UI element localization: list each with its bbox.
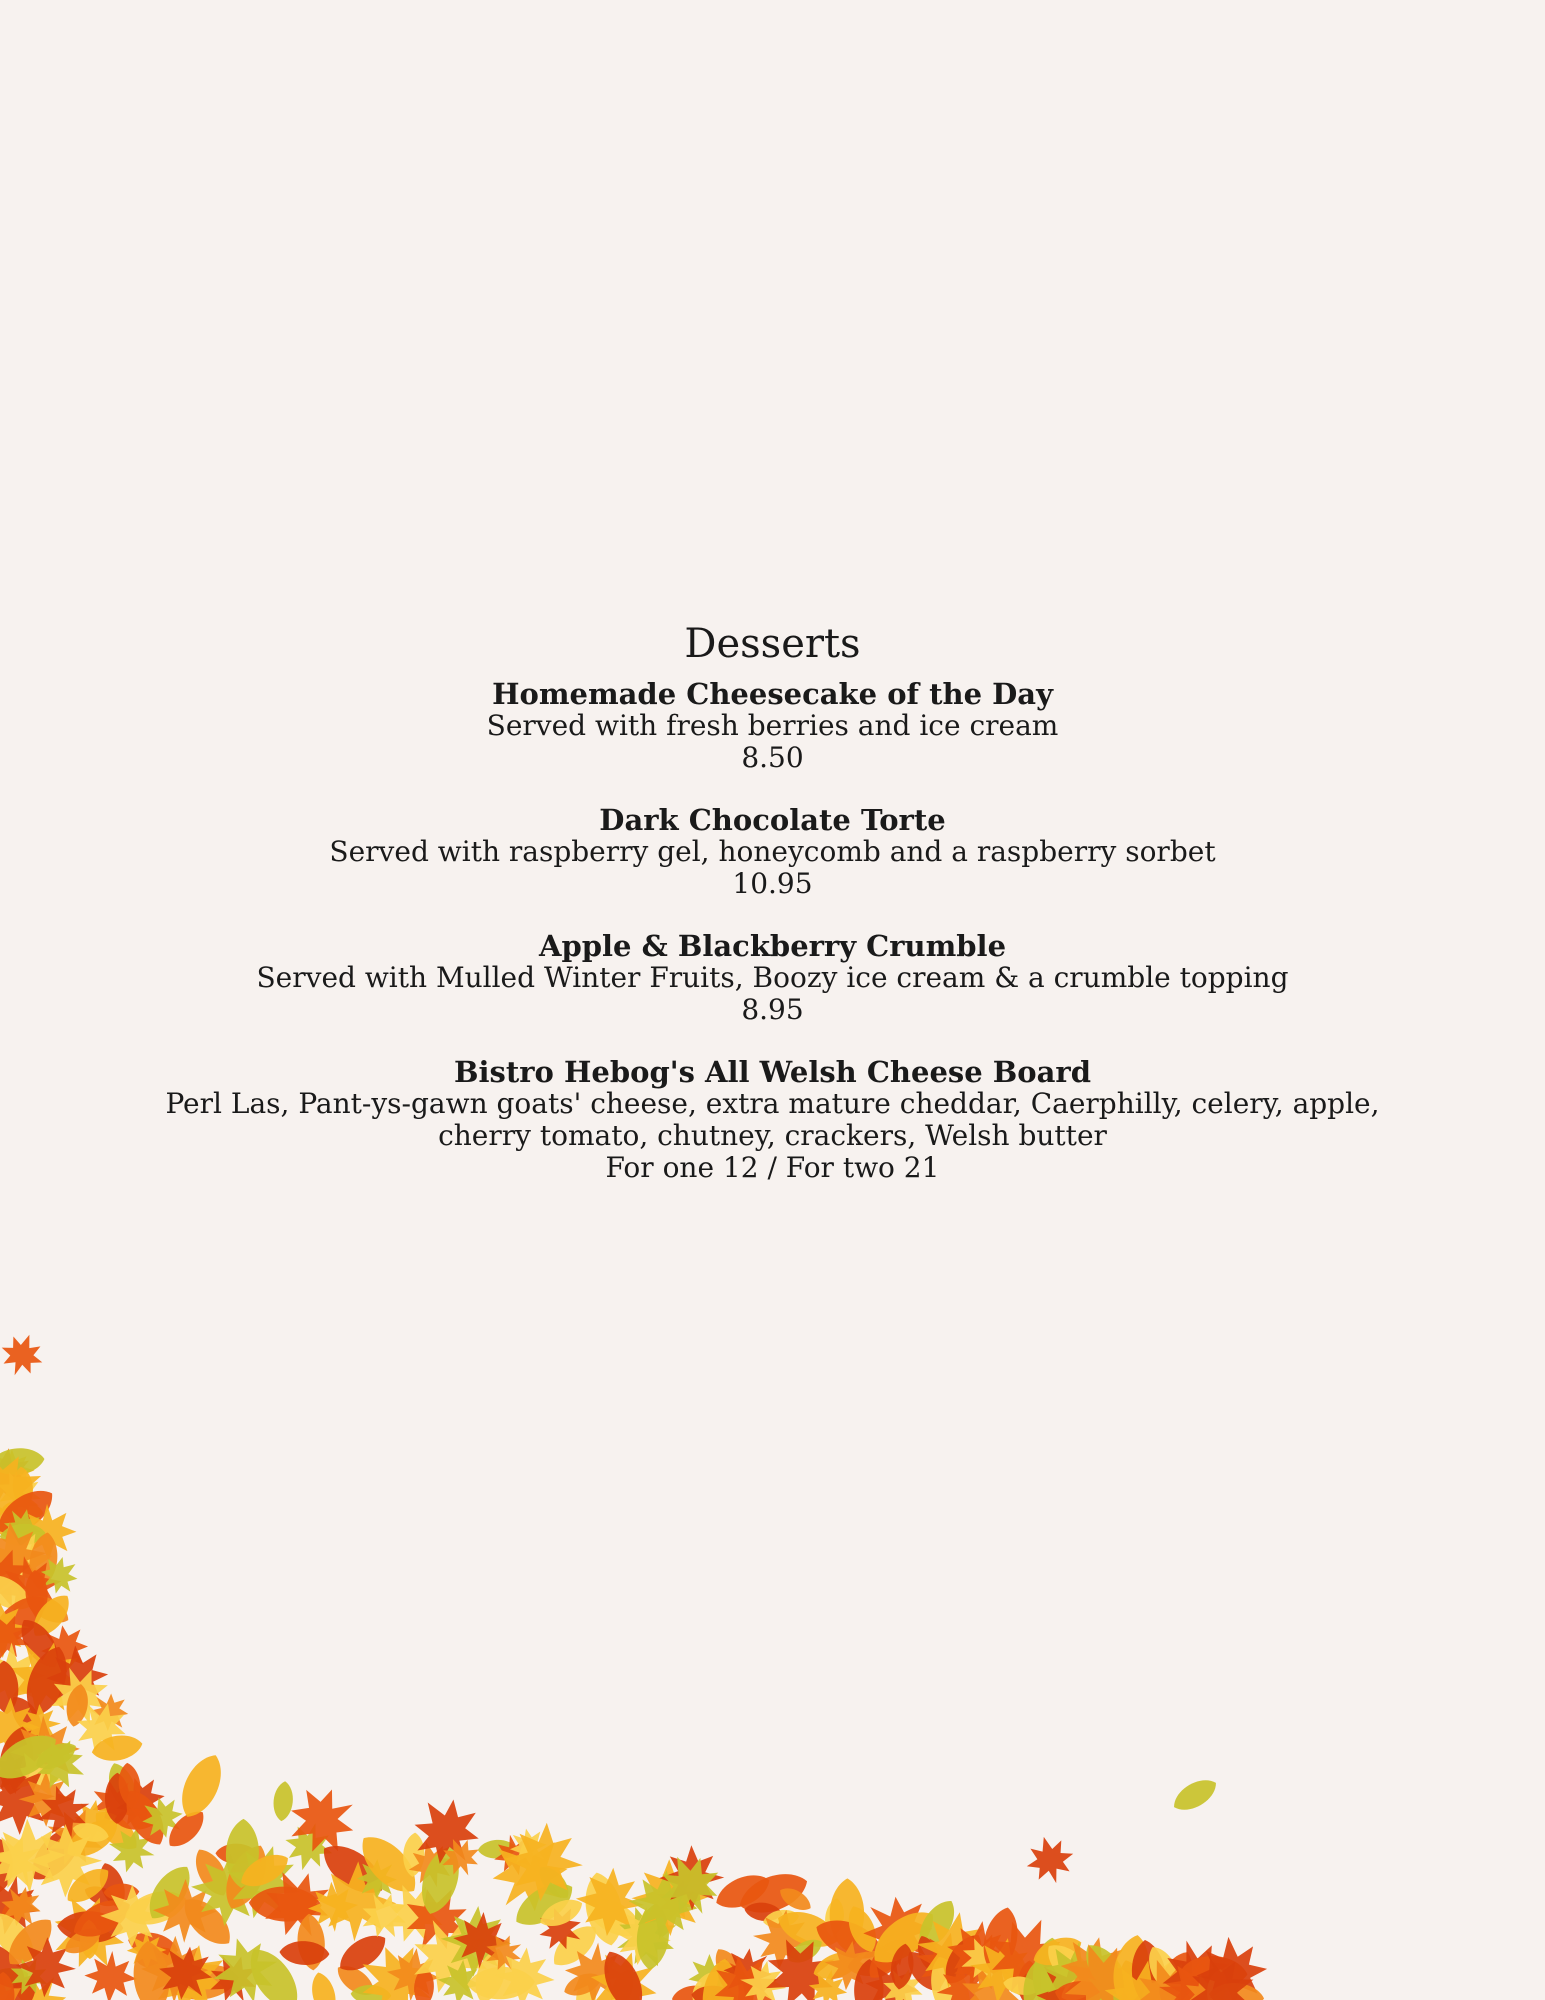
leaf-icon: [699, 1957, 742, 2000]
leaf-icon: [1021, 1831, 1080, 1890]
leaf-icon: [829, 1878, 865, 1951]
leaf-icon: [451, 1910, 511, 1970]
dessert-menu: [0, 620, 1545, 1214]
leaf-icon: [948, 1949, 1035, 2000]
leaf-icon: [32, 1737, 81, 1776]
leaf-icon: [435, 1957, 486, 2000]
item-price: 10.95: [732, 867, 813, 900]
leaf-icon: [579, 1869, 628, 1949]
leaf-icon: [352, 1883, 417, 1948]
leaf-icon: [0, 1536, 42, 1618]
leaf-icon: [677, 1942, 747, 2000]
leaf-icon: [975, 1905, 1078, 2000]
leaf-icon: [1044, 1921, 1145, 2000]
leaf-icon: [251, 1858, 344, 1951]
leaf-icon: [0, 1449, 35, 1494]
leaf-icon: [162, 1804, 211, 1853]
leaf-icon: [0, 1519, 60, 1608]
item-name: Bistro Hebog's All Welsh Cheese Board: [454, 1055, 1091, 1089]
leaf-icon: [561, 1968, 605, 2000]
leaf-icon: [81, 1684, 137, 1740]
leaf-icon: [88, 1804, 145, 1858]
leaf-icon: [1153, 1931, 1239, 2000]
leaf-icon: [1002, 1974, 1042, 1998]
leaf-icon: [165, 1960, 241, 2000]
leaf-icon: [1160, 1955, 1227, 2000]
leaf-icon: [649, 1844, 731, 1926]
leaf-icon: [26, 1730, 94, 1798]
leaf-icon: [0, 1724, 39, 1798]
leaf-icon: [402, 1832, 426, 1878]
leaf-icon: [41, 1657, 118, 1734]
leaf-icon: [351, 1826, 427, 1903]
leaf-icon: [0, 1550, 68, 1625]
leaf-icon: [1180, 1954, 1248, 1990]
leaf-icon: [399, 1784, 495, 1880]
leaf-icon: [396, 1902, 505, 2000]
leaf-icon: [0, 1932, 34, 1999]
leaf-icon: [26, 1530, 62, 1591]
leaf-icon: [699, 1940, 794, 2000]
leaf-icon: [1115, 1957, 1149, 2000]
leaf-icon: [734, 1865, 813, 1921]
leaf-icon: [217, 1836, 309, 1928]
leaf-icon: [941, 1923, 1021, 2000]
leaf-icon: [910, 1927, 980, 1997]
leaf-icon: [752, 1925, 849, 2000]
leaf-icon: [37, 1880, 141, 1984]
leaf-icon: [19, 1703, 62, 1746]
leaf-icon: [686, 1966, 724, 2000]
leaf-icon: [575, 1936, 673, 2000]
leaf-icon: [937, 1928, 990, 1991]
leaf-icon: [0, 1463, 48, 1521]
menu-item: [0, 678, 1545, 774]
leaf-icon: [467, 1966, 536, 2000]
leaf-icon: [942, 1916, 1013, 1987]
leaf-icon: [225, 1818, 260, 1888]
leaf-icon: [762, 1907, 801, 1930]
leaf-icon: [0, 1759, 57, 1836]
leaf-icon: [103, 1821, 160, 1878]
item-price: 8.95: [741, 993, 804, 1026]
leaf-icon: [1178, 1947, 1265, 2000]
leaf-icon: [114, 1807, 160, 1830]
leaf-icon: [392, 1874, 482, 1964]
leaf-icon: [573, 1976, 598, 2000]
leaf-icon: [1204, 1967, 1230, 2000]
leaf-icon: [873, 1959, 932, 2000]
leaf-icon: [1108, 1932, 1154, 2000]
leaf-icon: [200, 1945, 267, 2000]
leaf-icon: [0, 1446, 46, 1477]
leaf-icon: [373, 1873, 456, 1956]
leaf-icon: [0, 1439, 56, 1543]
leaf-icon: [248, 1885, 322, 1923]
leaf-icon: [384, 1945, 443, 2000]
leaf-icon: [1, 1498, 45, 1523]
leaf-icon: [18, 1503, 77, 1562]
leaf-icon: [784, 1934, 826, 1968]
leaf-icon: [346, 1930, 448, 2000]
leaf-icon: [0, 1522, 46, 1548]
leaf-icon: [1052, 1931, 1152, 2000]
leaf-icon: [773, 1904, 844, 1955]
leaf-icon: [314, 1859, 398, 1943]
leaf-icon: [18, 1641, 76, 1722]
leaf-icon: [0, 1519, 49, 1592]
leaf-icon: [1128, 1938, 1169, 2000]
leaf-icon: [308, 1970, 341, 2000]
leaf-icon: [492, 1945, 557, 2000]
leaf-icon: [435, 1831, 487, 1883]
leaf-icon: [205, 1930, 286, 2000]
leaf-icon: [103, 1883, 139, 1901]
leaf-icon: [126, 1928, 181, 1963]
leaf-icon: [130, 1939, 173, 2000]
item-description: Served with Mulled Winter Fruits, Boozy ice cream & a crumble topping: [256, 961, 1289, 994]
leaf-icon: [0, 1823, 54, 1900]
leaf-icon: [81, 1770, 150, 1839]
leaf-icon: [188, 1844, 235, 1902]
leaf-icon: [608, 1903, 675, 1970]
leaf-icon: [146, 1933, 225, 2000]
leaf-icon: [0, 1905, 43, 1970]
leaf-icon: [743, 1901, 783, 1924]
leaf-icon: [216, 1839, 275, 1916]
leaf-icon: [314, 1835, 392, 1905]
leaf-icon: [0, 1975, 34, 2000]
item-name: Apple & Blackberry Crumble: [538, 929, 1007, 963]
leaf-icon: [1071, 1952, 1158, 2000]
leaf-icon: [117, 1784, 173, 1852]
leaf-icon: [469, 1945, 512, 2000]
leaf-icon: [350, 1984, 392, 2000]
leaf-icon: [1035, 1936, 1112, 2000]
leaf-icon: [810, 1911, 887, 1967]
leaf-icon: [11, 1466, 35, 1510]
leaf-icon: [1117, 1948, 1191, 2000]
leaf-icon: [138, 1928, 242, 2000]
leaf-icon: [1150, 1950, 1242, 2000]
leaf-icon: [736, 1957, 790, 2000]
leaf-icon: [306, 1880, 360, 1934]
leaf-icon: [805, 1966, 851, 2000]
leaf-icon: [71, 1820, 111, 1846]
leaf-icon: [279, 1817, 339, 1877]
item-name: Homemade Cheesecake of the Day: [492, 677, 1053, 711]
leaf-icon: [414, 1842, 467, 1919]
leaf-icon: [650, 1874, 703, 1927]
leaf-icon: [60, 1922, 105, 1959]
leaf-icon: [536, 1893, 587, 1932]
item-name: Dark Chocolate Torte: [599, 803, 946, 837]
leaf-icon: [332, 1959, 380, 2000]
leaf-icon: [625, 1867, 701, 1943]
leaf-icon: [65, 1691, 138, 1764]
leaf-icon: [57, 1910, 124, 1944]
leaf-icon: [0, 1747, 37, 1798]
leaf-icon: [634, 1902, 672, 1971]
leaf-icon: [279, 1940, 330, 1966]
leaf-icon: [0, 1870, 46, 1941]
item-price: 8.50: [741, 741, 804, 774]
leaf-icon: [821, 1938, 877, 1994]
leaf-icon: [116, 1762, 142, 1809]
leaf-icon: [477, 1839, 517, 1859]
leaf-icon: [978, 1904, 1024, 1977]
leaf-icon: [911, 1894, 963, 1955]
leaf-icon: [0, 1625, 97, 1730]
leaf-icon: [29, 1824, 102, 1897]
leaf-icon: [24, 1589, 73, 1629]
leaf-icon: [842, 1902, 882, 1956]
leaf-icon: [0, 1725, 64, 1789]
leaf-icon: [103, 1759, 142, 1814]
leaf-icon: [188, 1850, 267, 1929]
leaf-icon: [965, 1933, 1041, 2000]
leaf-icon: [60, 1811, 124, 1866]
leaf-icon: [1193, 1934, 1270, 2000]
leaf-icon: [709, 1954, 762, 2000]
leaf-icon: [333, 1927, 392, 1979]
leaf-icon: [80, 1919, 100, 1959]
item-description: Served with fresh berries and ice cream: [486, 709, 1059, 742]
leaf-icon: [82, 1882, 122, 1911]
leaf-icon: [90, 1732, 145, 1765]
leaf-icon: [126, 1930, 166, 1970]
leaf-icon: [438, 1904, 513, 1979]
leaf-icon: [1098, 1954, 1185, 2000]
leaf-icon: [0, 1608, 37, 1667]
leaf-icon: [135, 1945, 181, 1971]
leaf-icon: [864, 1901, 944, 1975]
leaf-icon: [295, 1913, 326, 1972]
leaf-icon: [0, 1817, 67, 1894]
leaf-icon: [13, 1613, 67, 1675]
leaf-icon: [0, 1911, 61, 1974]
leaf-icon: [606, 1896, 688, 1978]
leaf-icon: [508, 1874, 580, 1936]
leaf-icon: [1077, 1937, 1136, 2000]
leaf-icon: [1031, 1937, 1070, 2000]
leaf-icon: [670, 1983, 713, 2000]
leaf-icon: [1018, 1939, 1128, 2000]
leaf-icon: [631, 1859, 709, 1937]
leaf-icon: [0, 1586, 54, 1653]
leaf-icon: [900, 1945, 949, 1998]
leaf-icon: [1208, 1981, 1265, 2000]
leaf-icon: [923, 1951, 979, 2000]
leaf-icon: [24, 1569, 49, 1617]
leaf-icon: [3, 1950, 55, 2000]
leaf-icon: [272, 1780, 295, 1822]
leaf-icon: [1052, 1976, 1124, 2000]
leaf-icon: [94, 1860, 130, 1912]
leaf-icon: [776, 1883, 815, 1915]
leaf-icon: [63, 1682, 91, 1728]
leaf-icon: [239, 1940, 308, 2000]
leaf-icon: [140, 1859, 199, 1927]
leaf-icon: [22, 1818, 91, 1890]
leaf-icon: [711, 1867, 775, 1915]
leaf-icon: [175, 1890, 239, 1954]
leaf-icon: [83, 1949, 139, 2000]
leaf-icon: [26, 1588, 77, 1643]
leaf-icon: [403, 1837, 459, 1893]
leaf-icon: [854, 1959, 885, 2000]
leaf-icon: [862, 1957, 923, 2000]
leaf-icon: [1029, 1931, 1085, 1972]
leaf-icon: [846, 1947, 901, 1979]
leaf-icon: [0, 1434, 46, 1522]
leaf-icon: [823, 1897, 846, 1938]
leaf-icon: [0, 1972, 15, 2000]
leaf-icon: [276, 1774, 369, 1867]
leaf-icon: [64, 1790, 123, 1849]
leaf-icon: [0, 1962, 32, 2000]
leaf-icon: [595, 1945, 651, 2000]
leaf-icon: [749, 1906, 816, 1973]
leaf-icon: [1176, 1963, 1240, 2000]
item-description: Served with raspberry gel, honeycomb and a raspberry sorbet: [329, 835, 1216, 868]
menu-item: [0, 930, 1545, 1026]
leaf-icon: [215, 1843, 258, 1864]
leaf-icon: [0, 1499, 26, 1547]
leaf-icon: [933, 1959, 992, 2000]
leaf-icon: [1125, 1949, 1211, 2000]
leaf-icon: [659, 1845, 725, 1911]
leaf-icon: [8, 1714, 81, 1787]
leaf-icon: [0, 1327, 50, 1382]
leaf-icon: [1151, 1946, 1200, 2000]
leaf-icon: [152, 1878, 217, 1943]
leaf-icon: [413, 1966, 435, 2000]
leaf-icon: [529, 1898, 591, 1960]
leaf-icon: [562, 1940, 628, 2000]
leaf-icon: [0, 1642, 46, 1709]
leaf-icon: [478, 1927, 530, 1979]
leaf-icon: [474, 1818, 586, 1930]
menu-title: Desserts: [684, 621, 861, 667]
leaf-icon: [1017, 1960, 1040, 2000]
leaf-icon: [37, 1799, 114, 1876]
leaf-icon: [105, 1773, 130, 1824]
leaf-icon: [0, 1598, 32, 1660]
leaf-icon: [546, 1918, 605, 1974]
leaf-icon: [888, 1942, 916, 1991]
leaf-icon: [31, 1778, 97, 1844]
leaf-icon: [121, 1885, 191, 1932]
leaf-icon: [490, 1830, 539, 1879]
item-price: For one 12 / For two 21: [605, 1151, 940, 1184]
leaf-icon: [913, 1933, 945, 1977]
leaf-icon: [0, 1960, 81, 2000]
leaf-icon: [100, 1884, 164, 1948]
leaf-icon: [708, 1943, 752, 1996]
leaf-icon: [1039, 1936, 1101, 1997]
leaf-icon: [911, 1907, 998, 1994]
leaf-icon: [0, 1839, 13, 1893]
leaf-icon: [14, 1936, 77, 1999]
menu-item: [0, 804, 1545, 900]
leaf-icon: [862, 1932, 912, 1985]
leaf-icon: [0, 1969, 44, 2000]
leaf-icon: [1057, 1970, 1103, 2000]
menu-item: [0, 1056, 1545, 1184]
leaf-icon: [4, 1691, 49, 1743]
leaf-icon: [347, 1849, 407, 1909]
leaf-icon: [846, 1880, 949, 1983]
leaf-icon: [104, 1766, 176, 1838]
leaf-icon: [18, 1772, 73, 1827]
leaf-icon: [995, 1942, 1034, 1999]
leaf-icon: [606, 1966, 639, 2000]
leaf-icon: [690, 1983, 740, 2000]
leaf-icon: [711, 1936, 783, 2000]
leaf-icon: [29, 1614, 99, 1684]
leaf-icon: [2, 1739, 74, 1811]
leaf-icon: [0, 1481, 61, 1544]
leaf-icon: [501, 1820, 586, 1905]
leaf-icon: [501, 1819, 556, 1874]
leaf-icon: [579, 1889, 649, 1946]
leaf-icon: [0, 1877, 50, 1936]
leaf-icon: [0, 1500, 50, 1556]
leaf-icon: [67, 1891, 136, 1945]
leaf-icon: [44, 1643, 110, 1709]
leaf-icon: [235, 1847, 293, 1894]
leaf-icon: [1019, 1959, 1063, 2000]
leaf-icon: [32, 1548, 87, 1603]
leaf-icon: [0, 1660, 20, 1715]
item-description: cherry tomato, chutney, crackers, Welsh butter: [438, 1119, 1107, 1152]
leaf-icon: [1142, 1942, 1187, 1999]
item-description: Perl Las, Pant-ys-gawn goats' cheese, extra mature cheddar, Caerphilly, celery, apple,: [165, 1087, 1380, 1120]
leaf-icon: [953, 1930, 1010, 1987]
leaf-icon: [140, 1935, 209, 2000]
leaf-icon: [1118, 1974, 1144, 2000]
leaf-icon: [533, 1861, 575, 1904]
leaf-icon: [810, 1946, 865, 1985]
leaf-icon: [0, 1697, 40, 1757]
leaf-icon: [573, 1865, 648, 1940]
leaf-icon: [1168, 1773, 1221, 1817]
leaf-icon: [173, 1748, 231, 1823]
leaf-icon: [61, 1861, 116, 1910]
leaf-icon: [132, 1787, 193, 1848]
leaf-icon: [0, 1567, 37, 1618]
leaf-icon: [0, 1888, 37, 1926]
